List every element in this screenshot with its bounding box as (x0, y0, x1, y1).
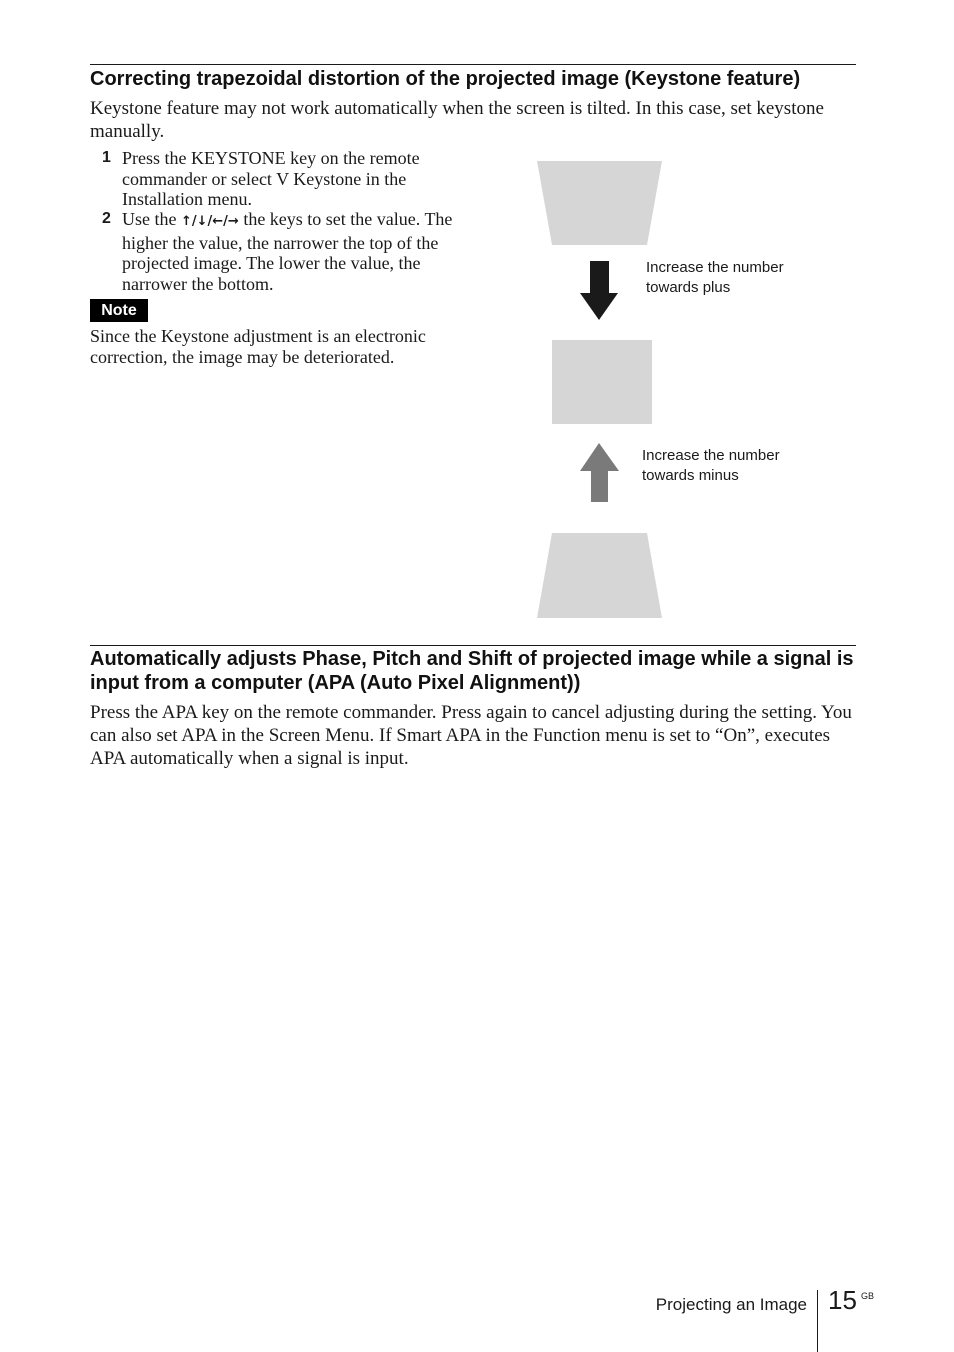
apa-body: Press the APA key on the remote commander. Press again to cancel adjusting during the setting. You can also set APA in the Screen Menu. If Smart APA in the Function menu is set to “On”, executes APA automatically when a signal is input. (90, 702, 852, 769)
rectangle-corrected (552, 340, 652, 424)
section-rule-top (90, 64, 856, 65)
step-number: 1 (102, 149, 111, 166)
keystone-diagram (530, 155, 850, 625)
trapezoid-narrow-top (537, 533, 662, 618)
footer-divider (817, 1290, 818, 1352)
step-2 (90, 209, 460, 293)
page-suffix: GB (861, 1291, 875, 1301)
note-text: Since the Keystone adjustment is an electronic correction, the image may be deteriorated. (90, 326, 426, 367)
section-rule-apa (90, 645, 856, 646)
keystone-intro: Keystone feature may not work automatically when the screen is tilted. In this case, set keystone manually. (90, 98, 824, 142)
step-text: Press the KEYSTONE key on the remote commander or select V Keystone in the Installation menu. (122, 148, 420, 209)
step-text-before: Use the (122, 209, 181, 229)
step-1 (90, 148, 460, 210)
step-number: 2 (102, 210, 111, 227)
label-towards-plus: Increase the number towards plus (646, 259, 784, 296)
keystone-diagram-graphic (530, 155, 850, 625)
apa-heading: Automatically adjusts Phase, Pitch and Shift of projected image while a signal is input from a computer (APA (Auto Pixel Alignment)) (90, 648, 854, 694)
arrow-down-icon (580, 261, 618, 320)
step-text-after: the keys to set the value. The higher the value, the narrower the top of the projected image. The lower the value, the narrower the bottom. (122, 209, 453, 294)
label-towards-minus: Increase the number towards minus (642, 447, 780, 484)
footer-section-title: Projecting an Image (655, 1295, 807, 1314)
page-number: 15 (828, 1285, 857, 1315)
keystone-heading: Correcting trapezoidal distortion of the projected image (Keystone feature) (90, 68, 801, 90)
step-text (122, 209, 462, 294)
note-badge: Note (90, 299, 148, 322)
trapezoid-narrow-bottom (537, 161, 662, 245)
arrow-up-icon (580, 443, 619, 502)
arrow-keys-icon: ↑/↓/←/→ (180, 214, 239, 229)
